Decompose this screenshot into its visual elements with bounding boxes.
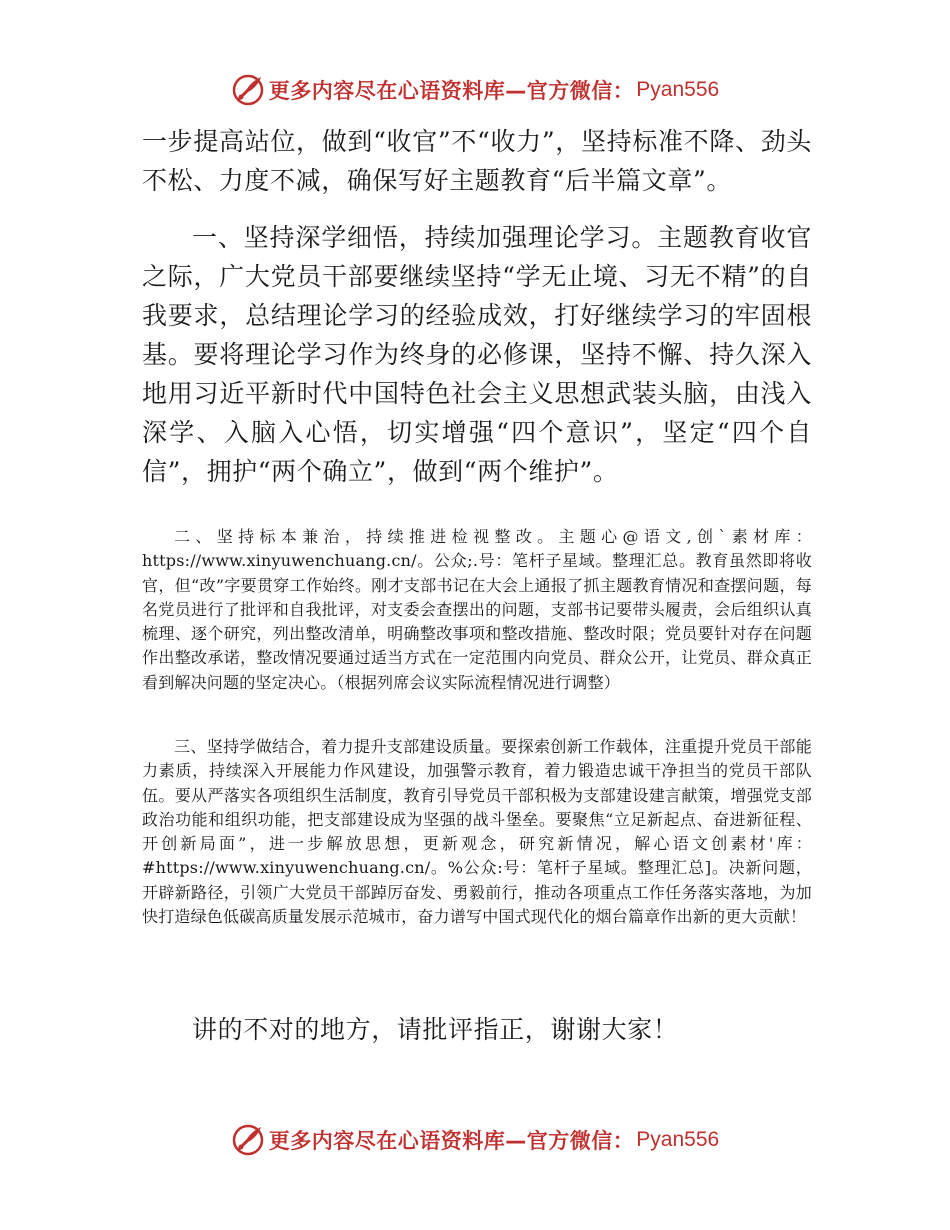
paragraph-section-1: 一、坚持深学细悟，持续加强理论学习。主题教育收官之际，广大党员干部要继续坚持“学无止境、习无不精”的自我要求，总结理论学习的经验成效，打好继续学习的牢固根基。要将理论学习作为终身的必修课，坚持不懈、持久深入地用习近平新时代中国特色社会主义思想武装头脑，由浅入深学、入脑入心悟，切实增强“四个意识”，坚定“四个自信”，拥护“两个确立”，做到“两个维护”。 <box>142 223 812 486</box>
header-watermark <box>0 70 950 110</box>
paragraph-intro: 一步提高站位，做到“收官”不“收力”，坚持标准不降、劲头不松、力度不减，确保写好主题教育“后半篇文章”。 <box>142 127 812 195</box>
watermark-account: Pyan556 <box>636 1128 720 1151</box>
watermark-text: 更多内容尽在心语资料库—官方微信： <box>268 79 635 103</box>
paragraph-closing: 讲的不对的地方，请批评指正，谢谢大家！ <box>192 1015 679 1044</box>
paragraph-section-3: 三、坚持学做结合，着力提升支部建设质量。要探索创新工作载体，注重提升党员干部能力素质，持续深入开展能力作风建设，加强警示教育，着力锻造忠诚干净担当的党员干部队伍。要从严落实各项组织生活制度，教育引导党员干部积极为支部建设建言献策，增强党支部政治功能和组织功能，把支部建设成为坚强的战斗堡垒。要聚焦“立足新起点、奋进新征程、开创新局面”，进一步解放思想，更新观念，研究新情况，解心语文创素材'库：#https://www.xinyuwenchuang.cn/。%公众:号：笔杆子星域。整理汇总]。决新问题，开辟新路径，引领广大党员干部踔厉奋发、勇毅前行，推动各项重点工作任务落实落地，为加快打造绿色低碳高质量发展示范城市，奋力谱写中国式现代化的烟台篇章作出新的更大贡献！ <box>142 737 812 927</box>
quill-logo-icon <box>231 1123 265 1157</box>
footer-watermark <box>0 1120 950 1160</box>
paragraph-section-2: 二、坚持标本兼治，持续推进检视整改。主题心@语文,创`素材库：https://www.xinyuwenchuang.cn/。公众;.号：笔杆子星域。整理汇总。教育虽然即将收官，但“改”字要贯穿工作始终。刚才支部书记在大会上通报了抓主题教育情况和查摆问题，每名党员进行了批评和自我批评，对支委会查摆出的问题，支部书记要带头履责，会后组织认真梳理、逐个研究，列出整改清单，明确整改事项和整改措施、整改时限；党员要针对存在问题作出整改承诺，整改情况要通过适当方式在一定范围内向党员、群众公开，让党员、群众真正看到解决问题的坚定决心。（根据列席会议实际流程情况进行调整） <box>142 527 812 692</box>
quill-logo-icon <box>231 73 265 107</box>
watermark-text: 更多内容尽在心语资料库—官方微信： <box>268 1129 635 1153</box>
watermark-account: Pyan556 <box>636 78 720 101</box>
